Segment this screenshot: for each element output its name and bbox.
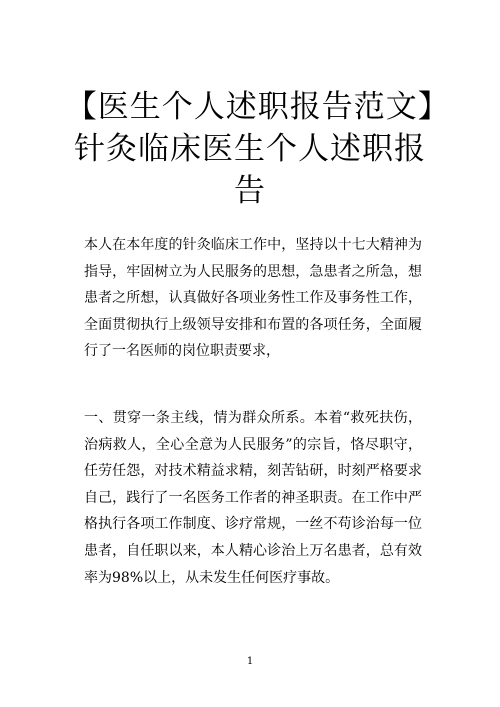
intro-paragraph: 本人在本年度的针灸临床工作中，坚持以十七大精神为指导，牢固树立为人民服务的思想，急患者之所急，想患者之所想，认真做好各项业务性工作及事务性工作，全面贯彻执行上级领导安排和布置的各项任务，全面履行了一名医师的岗位职责要求， (84, 237, 422, 360)
document-title: 【医生个人述职报告范文】针灸临床医生个人述职报告 (65, 89, 435, 209)
page-number: 1 (246, 656, 254, 667)
section-one-paragraph: 一、贯穿一条主线，情为群众所系。本着“救死扶伤，治病救人，全心全意为人民服务”的宗旨，恪尽职守，任劳任怨，对技术精益求精，刻苦钻研，时刻严格要求自己，践行了一名医务工作者的神圣职责。在工作中严格执行各项工作制度、诊疗常规，一丝不苟诊治每一位患者，自任职以来，本人精心诊治上万名患者，总有效率为98%以上，从未发生任何医疗事故。 (84, 410, 422, 586)
